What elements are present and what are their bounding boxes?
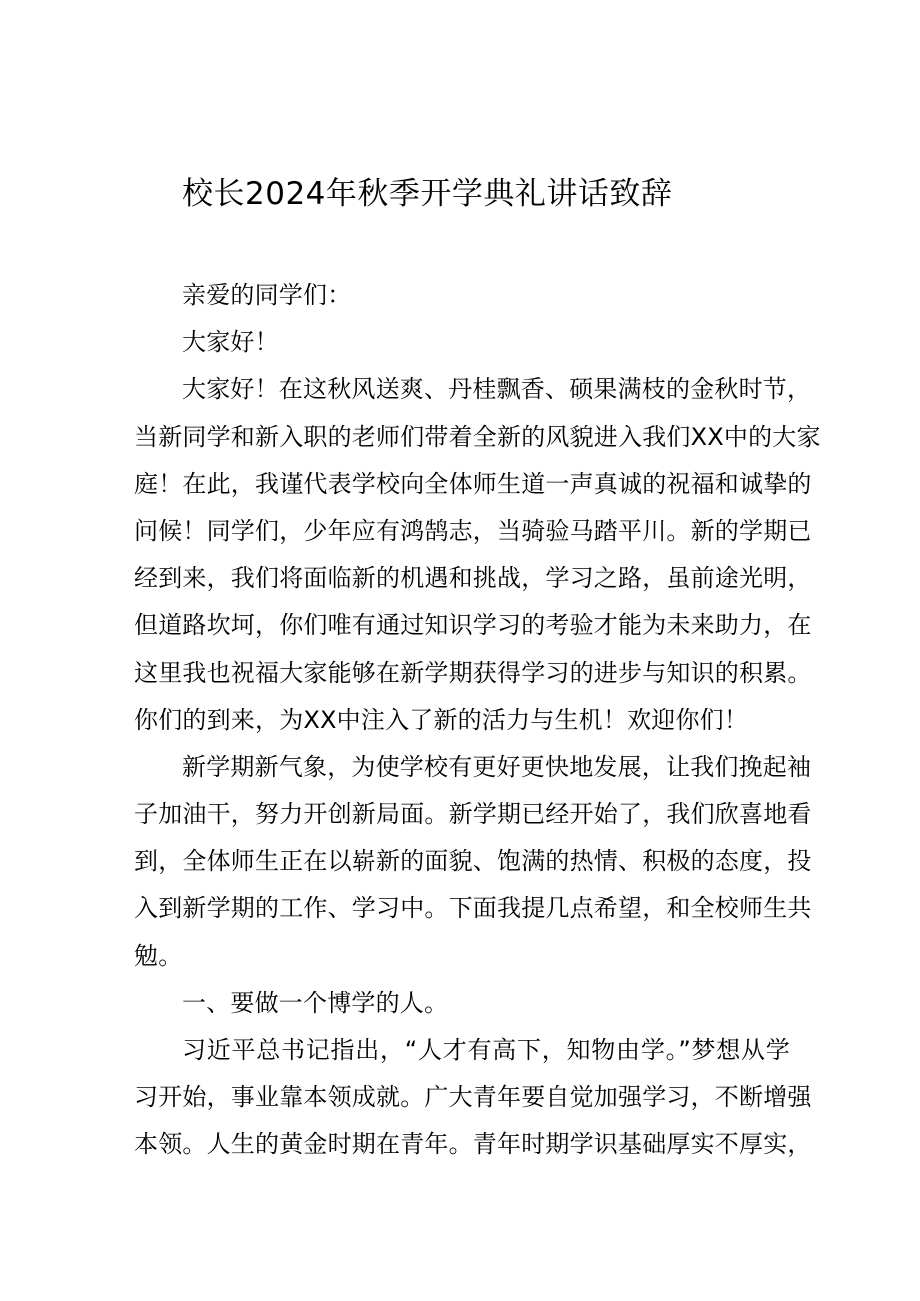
paragraph-line: 当新同学和新入职的老师们带着全新的风貌进入我们XX中的大家 bbox=[134, 422, 821, 451]
paragraph-line: 习开始，事业靠本领成就。广大青年要自觉加强学习，不断增强 bbox=[134, 1083, 812, 1112]
greeting-line: 亲爱的同学们： bbox=[182, 281, 352, 309]
paragraph-line: 经到来，我们将面临新的机遇和挑战，学习之路，虽前途光明， bbox=[134, 564, 812, 593]
document-title: 校长2024年秋季开学典礼讲话致辞 bbox=[182, 176, 673, 212]
paragraph-line: 入到新学期的工作、学习中。下面我提几点希望，和全校师生共 bbox=[134, 894, 812, 923]
document-body bbox=[134, 272, 821, 1169]
paragraph-line: 问候！同学们，少年应有鸿鹄志，当骑验马踏平川。新的学期已 bbox=[134, 516, 812, 545]
paragraph-line: 本领。人生的黄金时期在青年。青年时期学识基础厚实不厚实， bbox=[134, 1130, 812, 1159]
paragraph-line: 你们的到来，为XX中注入了新的活力与生机！欢迎你们！ bbox=[134, 705, 749, 734]
paragraph-line: 子加油干，努力开创新局面。新学期已经开始了，我们欣喜地看 bbox=[134, 800, 812, 829]
section-heading-1 bbox=[134, 980, 790, 1027]
section-heading-line: 一、要做一个博学的人。 bbox=[182, 988, 449, 1017]
paragraph-line: 勉。 bbox=[134, 941, 183, 970]
paragraph-new-semester bbox=[134, 744, 812, 980]
paragraph-line: 新学期新气象，为使学校有更好更快地发展，让我们挽起袖 bbox=[182, 752, 812, 781]
paragraph-line: 到，全体师生正在以崭新的面貌、饱满的热情、积极的态度，投 bbox=[134, 847, 812, 876]
paragraph-welcome bbox=[134, 366, 821, 744]
paragraph-line: 大家好！在这秋风送爽、丹桂飘香、硕果满枝的金秋时节， bbox=[182, 375, 812, 404]
paragraph-line: 习近平总书记指出，“人才有高下，知物由学。”梦想从学 bbox=[182, 1036, 790, 1064]
paragraph-line: 但道路坎坷，你们唯有通过知识学习的考验才能为未来助力，在 bbox=[134, 611, 812, 640]
salutation-line: 大家好！ bbox=[182, 328, 279, 357]
greeting-paragraph bbox=[134, 272, 790, 319]
salutation-paragraph bbox=[134, 319, 790, 366]
paragraph-line: 庭！在此，我谨代表学校向全体师生道一声真诚的祝福和诚挚的 bbox=[134, 469, 812, 498]
paragraph-line: 这里我也祝福大家能够在新学期获得学习的进步与知识的积累。 bbox=[134, 658, 812, 687]
paragraph-learning bbox=[134, 1027, 812, 1169]
